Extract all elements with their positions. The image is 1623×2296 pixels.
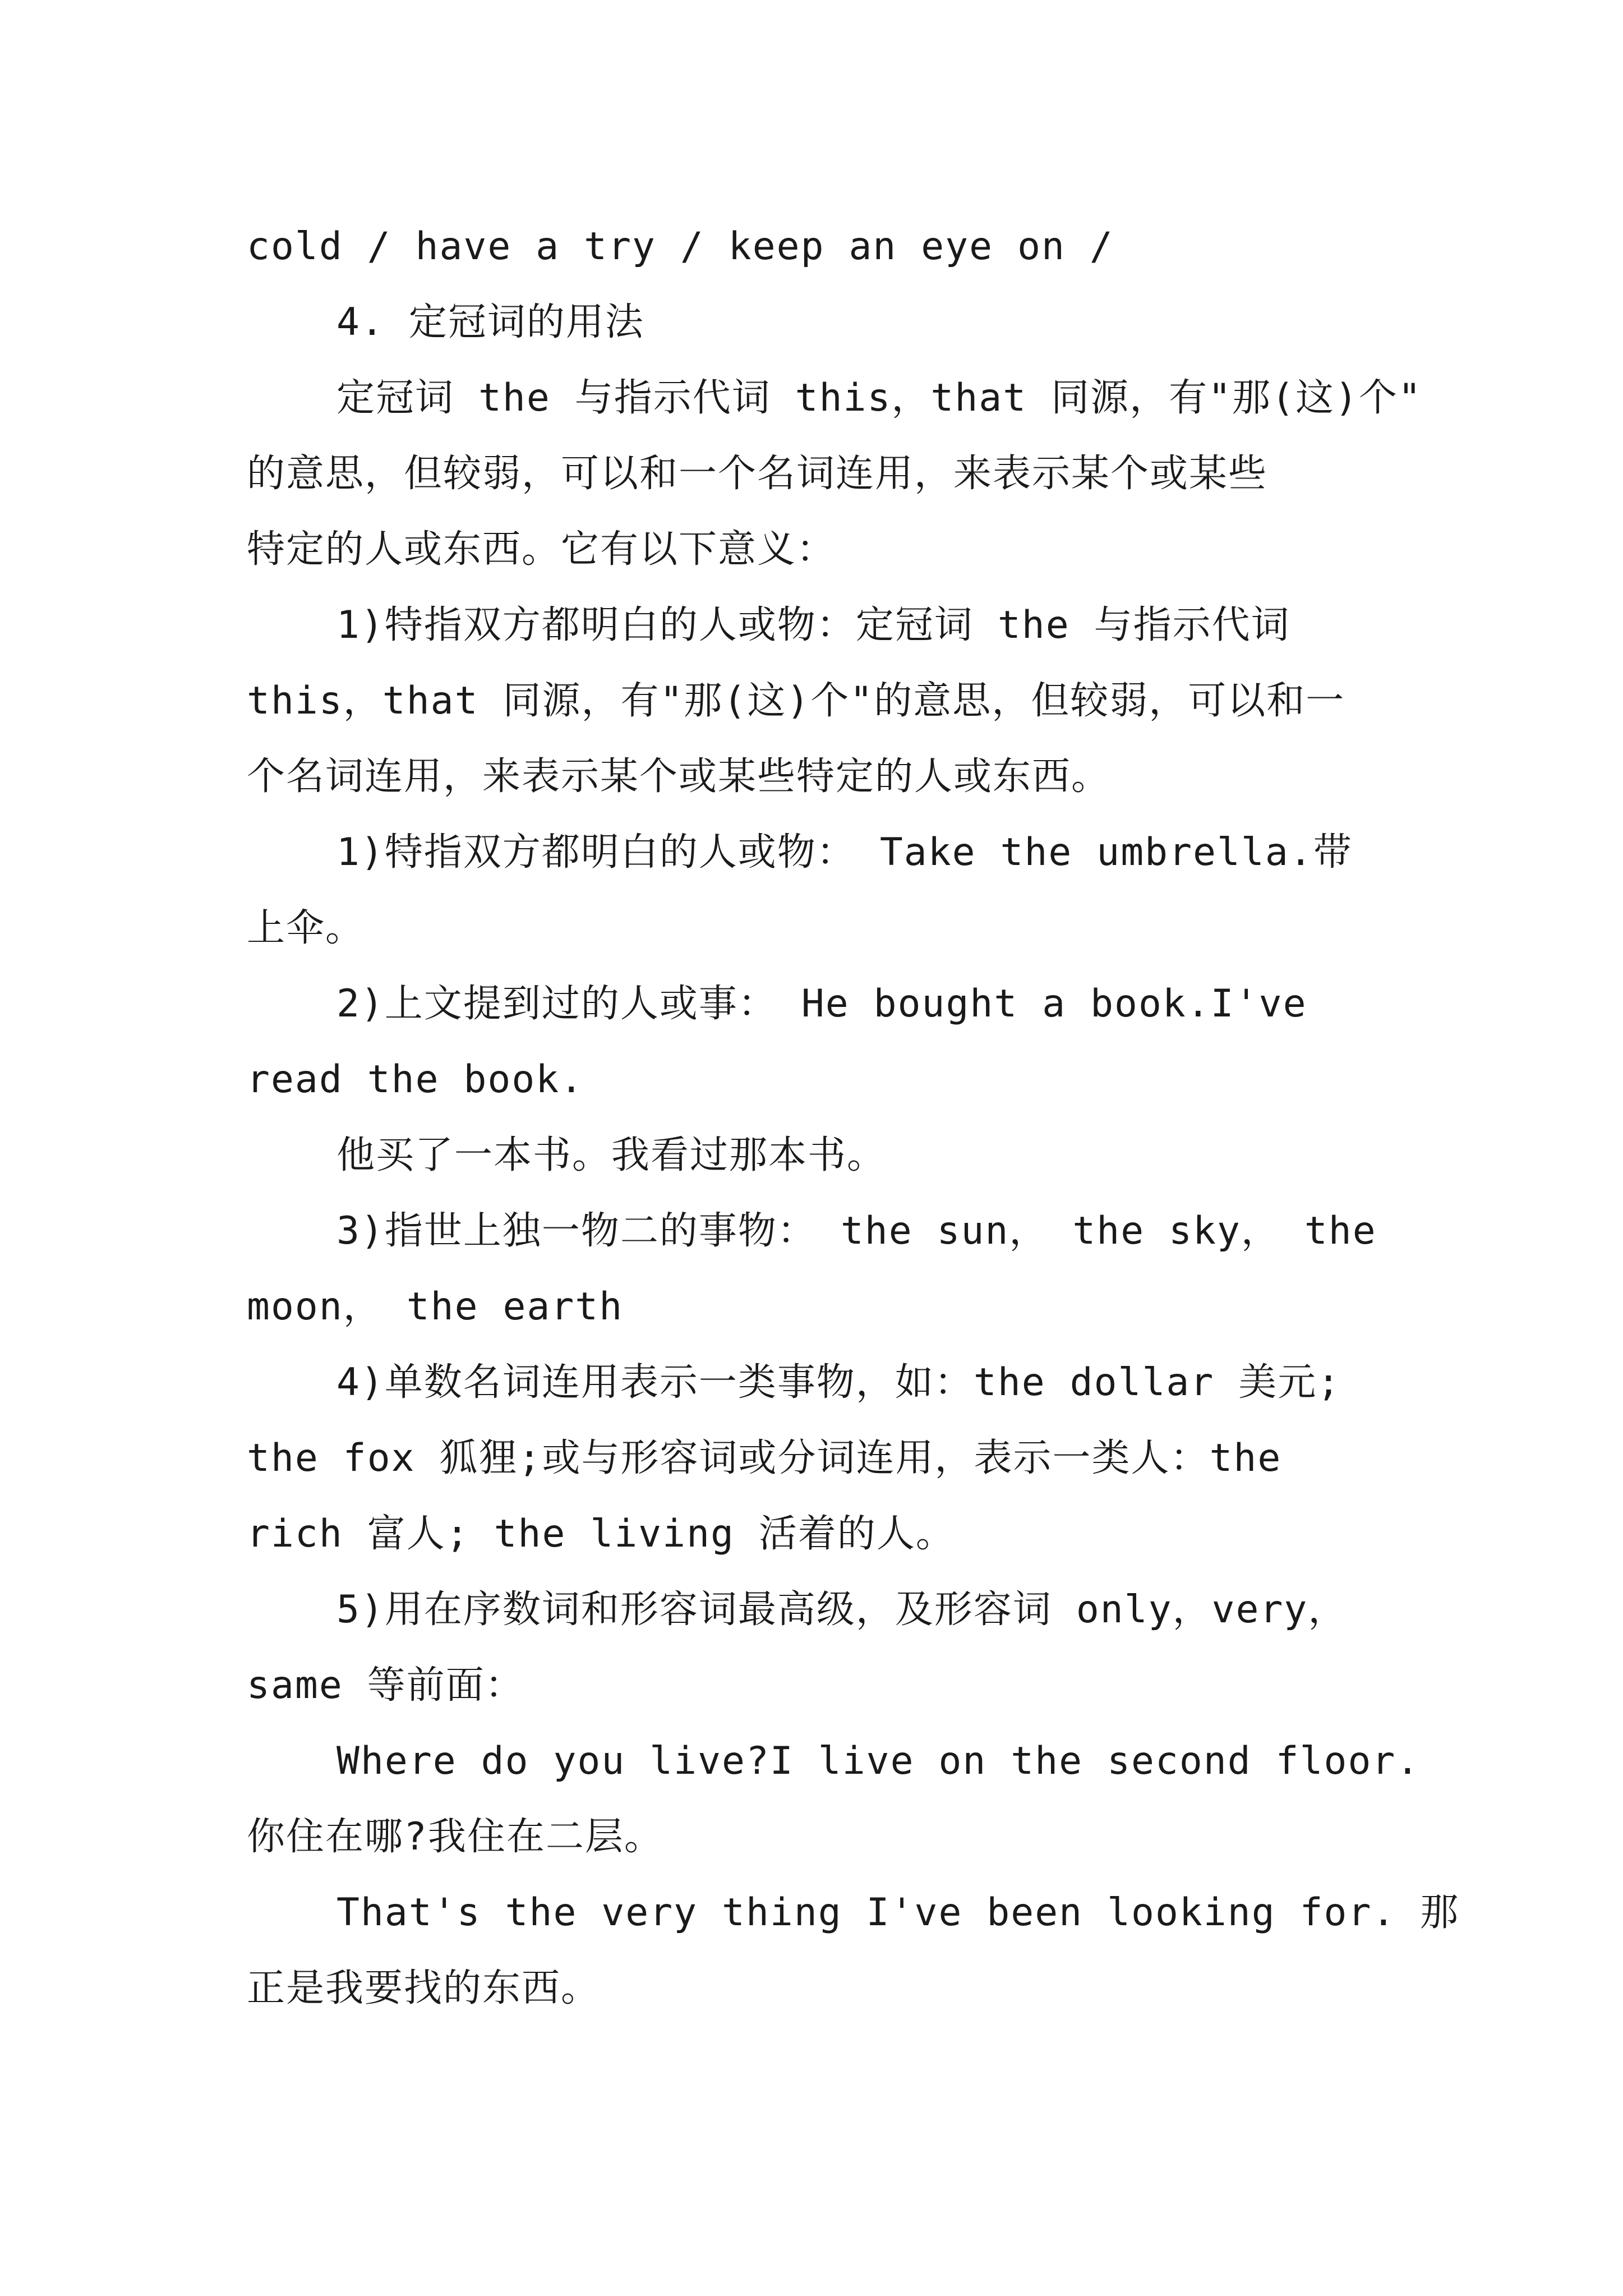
paragraph-line: this，that 同源，有"那(这)个"的意思，但较弱，可以和一: [247, 679, 1345, 723]
paragraph-line: rich 富人; the living 活着的人。: [247, 1512, 955, 1556]
paragraph-line: read the book.: [247, 1057, 584, 1102]
paragraph-line: 上伞。: [247, 906, 365, 950]
paragraph-line: 4)单数名词连用表示一类事物，如：the dollar 美元;: [336, 1360, 1341, 1405]
paragraph-line: 3)指世上独一物二的事物： the sun， the sky， the: [336, 1209, 1377, 1253]
paragraph-line: 2)上文提到过的人或事： He bought a book.I've: [336, 982, 1307, 1026]
text-line: cold / have a try / keep an eye on /: [247, 224, 1114, 269]
paragraph-line: 1)特指双方都明白的人或物：定冠词 the 与指示代词: [336, 603, 1290, 647]
paragraph-line: 1)特指双方都明白的人或物： Take the umbrella.带: [336, 830, 1353, 875]
paragraph-line: 个名词连用，来表示某个或某些特定的人或东西。: [247, 754, 1111, 799]
paragraph-line: 5)用在序数词和形容词最高级，及形容词 only，very，: [336, 1588, 1348, 1632]
paragraph-line: the fox 狐狸;或与形容词或分词连用，表示一类人：the: [247, 1436, 1282, 1480]
paragraph-line: 正是我要找的东西。: [247, 1966, 601, 2010]
section-heading: 4. 定冠词的用法: [336, 300, 644, 344]
paragraph-line: 定冠词 the 与指示代词 this，that 同源，有"那(这)个": [336, 376, 1422, 420]
paragraph-line: 的意思，但较弱，可以和一个名词连用，来表示某个或某些: [247, 452, 1268, 496]
paragraph-line: 你住在哪?我住在二层。: [247, 1815, 663, 1859]
paragraph-line: Where do you live?I live on the second floor.: [336, 1739, 1421, 1783]
paragraph-line: 他买了一本书。我看过那本书。: [336, 1133, 887, 1177]
paragraph-line: That's the very thing I've been looking for. 那: [336, 1890, 1460, 1935]
paragraph-line: moon， the earth: [247, 1285, 624, 1329]
paragraph-line: same 等前面：: [247, 1663, 524, 1708]
paragraph-line: 特定的人或东西。它有以下意义：: [247, 527, 836, 572]
